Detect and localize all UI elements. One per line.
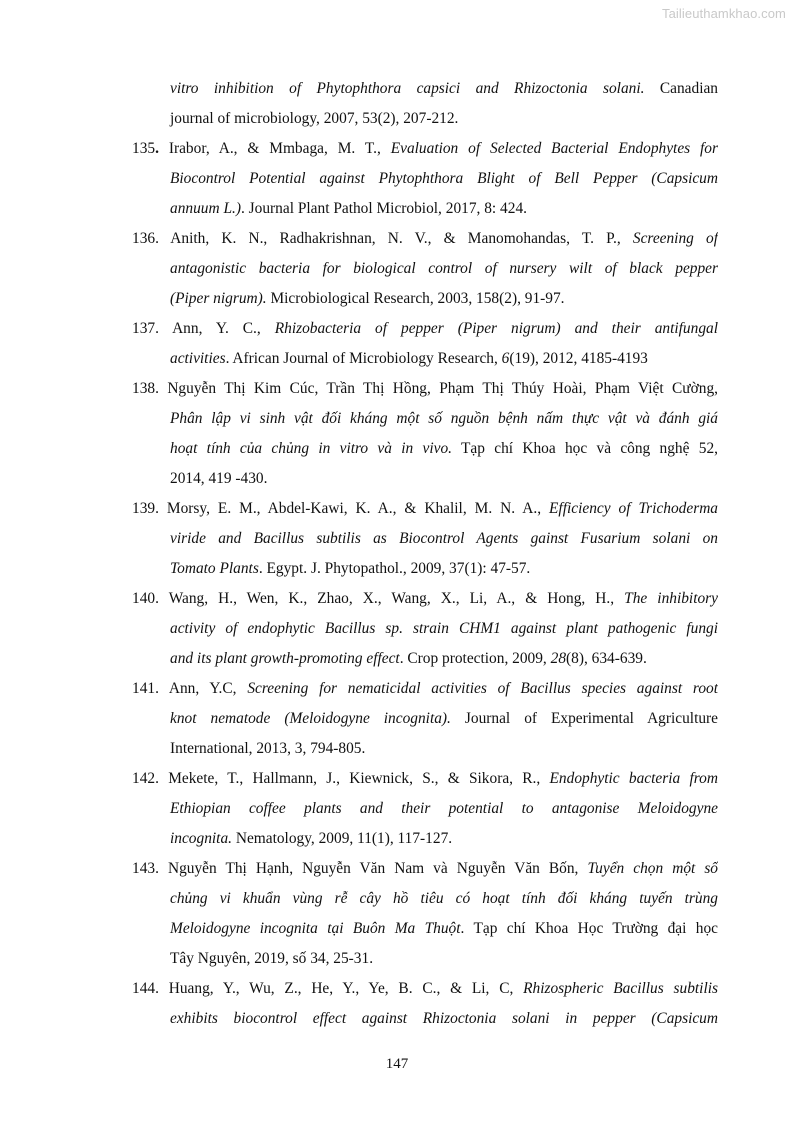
reference-number-dot: . bbox=[155, 140, 159, 157]
reference-text: . Journal Plant Pathol Microbiol, 2017, 8: 424. bbox=[240, 200, 527, 217]
reference-line bbox=[0, 404, 718, 434]
reference-text: (8), 634-639. bbox=[566, 650, 647, 667]
reference-list bbox=[0, 74, 794, 1034]
reference-entry bbox=[0, 314, 794, 374]
reference-entry bbox=[0, 494, 794, 584]
reference-title: annuum L.) bbox=[170, 200, 241, 217]
reference-text: . African Journal of Microbiology Research, bbox=[225, 350, 502, 367]
watermark-text: Tailieuthamkhao.com bbox=[661, 6, 786, 21]
reference-text: journal of microbiology, 2007, 53(2), 207-212. bbox=[170, 110, 459, 127]
reference-line bbox=[0, 134, 718, 164]
reference-title: knot nematode (Meloidogyne incognita). bbox=[170, 710, 451, 727]
reference-line bbox=[0, 794, 718, 824]
reference-entry bbox=[0, 974, 794, 1034]
reference-line bbox=[0, 284, 718, 314]
reference-text: Irabor, A., & Mmbaga, M. T., bbox=[158, 140, 391, 157]
reference-text: . Egypt. J. Phytopathol., 2009, 37(1): 47-57. bbox=[258, 560, 531, 577]
reference-line bbox=[0, 974, 718, 1004]
reference-title: Screening of bbox=[632, 230, 718, 247]
reference-entry bbox=[0, 674, 794, 764]
reference-line bbox=[0, 854, 718, 884]
reference-title: hoạt tính của chủng in vitro và in vivo. bbox=[170, 440, 452, 457]
reference-title: viride and Bacillus subtilis as Biocontrol Agents gainst Fusarium solani on bbox=[170, 530, 718, 547]
reference-title: Endophytic bacteria from bbox=[549, 770, 718, 787]
reference-volume: 6 bbox=[501, 350, 510, 367]
reference-line bbox=[0, 674, 718, 704]
reference-text: International, 2013, 3, 794-805. bbox=[170, 740, 366, 757]
reference-text: Journal of Experimental Agriculture bbox=[450, 710, 718, 727]
reference-text: 137. Ann, Y. C., bbox=[132, 320, 275, 337]
reference-title: exhibits biocontrol effect against Rhizoctonia solani in pepper (Capsicum bbox=[170, 1010, 718, 1027]
reference-number: 135 bbox=[132, 140, 156, 157]
reference-line bbox=[0, 764, 718, 794]
reference-line bbox=[0, 344, 718, 374]
reference-title: chủng vi khuẩn vùng rễ cây hồ tiêu có hoạt tính đối kháng tuyến trùng bbox=[170, 890, 718, 907]
reference-entry bbox=[0, 134, 794, 224]
reference-line bbox=[0, 194, 718, 224]
reference-title: Rhizospheric Bacillus subtilis bbox=[523, 980, 718, 997]
reference-line bbox=[0, 434, 718, 464]
reference-title: and its plant growth-promoting effect bbox=[170, 650, 400, 667]
reference-title: activity of endophytic Bacillus sp. strain CHM1 against plant pathogenic fungi bbox=[170, 620, 718, 637]
reference-text: . Crop protection, 2009, bbox=[399, 650, 551, 667]
reference-line bbox=[0, 374, 718, 404]
reference-line bbox=[0, 584, 718, 614]
reference-entry bbox=[0, 74, 794, 134]
reference-entry bbox=[0, 764, 794, 854]
reference-title: Evaluation of Selected Bacterial Endophytes for bbox=[390, 140, 718, 157]
reference-entry bbox=[0, 584, 794, 674]
reference-title: Ethiopian coffee plants and their potential to antagonise Meloidogyne bbox=[170, 800, 718, 817]
reference-entry bbox=[0, 374, 794, 494]
reference-line bbox=[0, 614, 718, 644]
reference-line bbox=[0, 644, 718, 674]
reference-text: 138. Nguyễn Thị Kim Cúc, Trần Thị Hồng, Phạm Thị Thúy Hoài, Phạm Việt Cường, bbox=[132, 380, 718, 397]
reference-line bbox=[0, 224, 718, 254]
reference-line bbox=[0, 74, 718, 104]
reference-title: Phân lập vi sinh vật đối kháng một số nguồn bệnh nấm thực vật và đánh giá bbox=[170, 410, 718, 427]
reference-text: 140. Wang, H., Wen, K., Zhao, X., Wang, X., Li, A., & Hong, H., bbox=[132, 590, 625, 607]
reference-line bbox=[0, 164, 718, 194]
reference-line bbox=[0, 524, 718, 554]
reference-title: vitro inhibition of Phytophthora capsici and Rhizoctonia solani. bbox=[170, 80, 645, 97]
reference-line bbox=[0, 1004, 718, 1034]
reference-entry bbox=[0, 224, 794, 314]
reference-title: (Piper nigrum). bbox=[170, 290, 267, 307]
reference-text: Canadian bbox=[644, 80, 718, 97]
reference-text: Tạp chí Khoa học và công nghệ 52, bbox=[451, 440, 718, 457]
reference-line bbox=[0, 824, 718, 854]
reference-title: Rhizobacteria of pepper (Piper nigrum) and their antifungal bbox=[274, 320, 718, 337]
reference-text: 142. Mekete, T., Hallmann, J., Kiewnick, S., & Sikora, R., bbox=[132, 770, 550, 787]
reference-title: Tomato Plants bbox=[170, 560, 259, 577]
reference-text: 144. Huang, Y., Wu, Z., He, Y., Ye, B. C., & Li, C, bbox=[132, 980, 524, 997]
reference-text: . Tạp chí Khoa Học Trường đại học bbox=[460, 920, 718, 937]
reference-line bbox=[0, 734, 718, 764]
reference-line bbox=[0, 914, 718, 944]
reference-title: Meloidogyne incognita tại Buôn Ma Thuột bbox=[170, 920, 461, 937]
reference-title: Tuyển chọn một số bbox=[587, 860, 718, 877]
reference-line bbox=[0, 944, 718, 974]
reference-text: 141. Ann, Y.C, bbox=[132, 680, 248, 697]
reference-title: antagonistic bacteria for biological control of nursery wilt of black pepper bbox=[170, 260, 718, 277]
reference-text: 136. Anith, K. N., Radhakrishnan, N. V., & Manomohandas, T. P., bbox=[132, 230, 633, 247]
reference-line bbox=[0, 554, 718, 584]
reference-line bbox=[0, 254, 718, 284]
reference-line bbox=[0, 494, 718, 524]
reference-entry bbox=[0, 854, 794, 974]
reference-line bbox=[0, 464, 718, 494]
reference-text: Microbiological Research, 2003, 158(2), 91-97. bbox=[266, 290, 565, 307]
reference-title: The inhibitory bbox=[624, 590, 718, 607]
reference-text: (19), 2012, 4185-4193 bbox=[509, 350, 648, 367]
reference-title: Screening for nematicidal activities of Bacillus species against root bbox=[247, 680, 718, 697]
reference-text: 139. Morsy, E. M., Abdel-Kawi, K. A., & Khalil, M. N. A., bbox=[132, 500, 550, 517]
reference-text: 143. Nguyễn Thị Hạnh, Nguyễn Văn Nam và Nguyễn Văn Bốn, bbox=[132, 860, 588, 877]
reference-line bbox=[0, 704, 718, 734]
page-number: 147 bbox=[385, 1056, 409, 1072]
reference-line bbox=[0, 104, 718, 134]
reference-text: Tây Nguyên, 2019, số 34, 25-31. bbox=[170, 950, 374, 967]
reference-text: 2014, 419 -430. bbox=[170, 470, 268, 487]
reference-text: Nematology, 2009, 11(1), 117-127. bbox=[231, 830, 453, 847]
reference-line bbox=[0, 884, 718, 914]
reference-line bbox=[0, 314, 718, 344]
reference-title: Efficiency of Trichoderma bbox=[549, 500, 718, 517]
reference-title: incognita. bbox=[170, 830, 232, 847]
reference-title: Biocontrol Potential against Phytophthora Blight of Bell Pepper (Capsicum bbox=[170, 170, 718, 187]
reference-title: activities bbox=[170, 350, 226, 367]
reference-volume: 28 bbox=[550, 650, 567, 667]
